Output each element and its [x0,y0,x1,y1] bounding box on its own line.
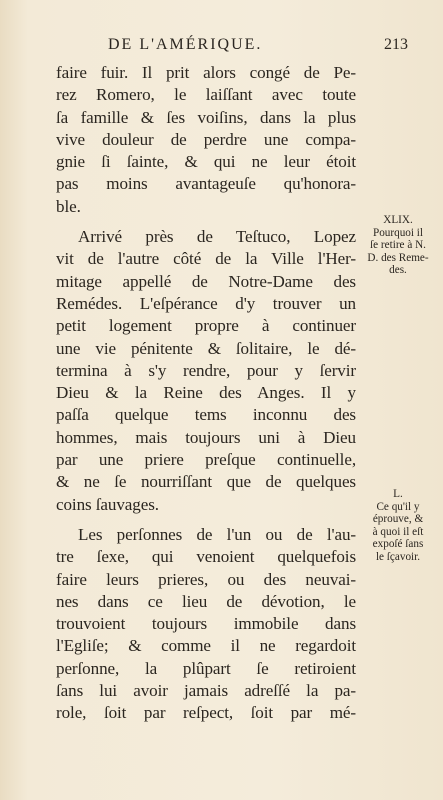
text-line: tre ſexe, qui venoient quelquefois [56,547,356,567]
margin-note-line: Pourquoi il [372,226,424,239]
text-line: role, ſoit par reſpect, ſoit par mé- [56,703,356,723]
margin-note-line: expoſé ſans [372,538,424,551]
margin-note-line: des. [389,264,407,277]
text-line: faire leurs prieres, ou des neuvai- [56,569,356,589]
text-line: Dieu & la Reine des Anges. Il y [56,383,356,403]
margin-note [358,214,438,277]
text-line: & ne ſe nourriſſant que de quelques [56,472,356,492]
margin-note-line: le ſçavoir. [375,550,421,563]
margin-note-line: XLIX. [383,214,413,226]
text-line: petit logement propre à continuer [56,316,356,336]
text-line: Remédes. L'eſpérance d'y trouver un [56,293,356,313]
text-line: perſonne, la plûpart ſe retiroient [56,658,356,678]
paragraph [56,226,356,516]
margin-note-line: éprouve, & [372,513,424,526]
text-line: par une priere preſque continuelle, [56,450,356,470]
margin-note-line: L. [393,488,403,500]
text-line: Arrivé près de Teſtuco, Lopez [78,227,356,247]
text-line: trouvoient toujours immobile dans [56,614,356,634]
text-line: hommes, mais toujours uni à Dieu [56,427,356,447]
text-line: ble. [56,196,81,216]
paragraph [56,62,356,218]
text-line: termina à s'y rendre, pour y ſervir [56,360,356,380]
margin-note [358,488,438,564]
margin-note-line: D. des Reme- [367,251,429,264]
text-line: vive douleur de perdre une compa- [56,129,356,149]
text-line: une vie pénitente & ſolitaire, le dé- [56,338,356,358]
running-head: DE L'AMÉRIQUE. [108,36,263,53]
text-line: ſa famille & ſes voiſins, dans la plus [56,107,356,127]
paragraph [56,524,356,725]
text-line: nes dans ce lieu de dévotion, le [56,591,356,611]
margin-note-line: ſe retire à N. [370,239,426,252]
body-text [56,62,356,725]
text-line: ſans lui avoir jamais adreſſé la pa- [56,681,356,701]
page-header [108,36,408,58]
text-line: Les perſonnes de l'un ou de l'au- [78,524,356,544]
text-line: gnie ſi ſainte, & qui ne leur étoit [56,152,356,172]
margin-note-line: Ce qu'il y [376,500,420,513]
text-line: l'Egliſe; & comme il ne regardoit [56,636,356,656]
text-line: faire fuir. Il prit alors congé de Pe- [56,63,356,82]
text-line: pas moins avantageuſe qu'honora- [56,174,356,194]
text-line: rez Romero, le laiſſant avec toute [56,85,356,105]
text-line: mitage appellé de Notre-Dame des [56,271,356,291]
text-line: paſſa quelque tems inconnu des [56,405,356,425]
text-line: vit de l'autre côté de la Ville l'Her- [56,249,356,269]
margin-note-line: à quoi il eſt [372,525,424,538]
text-line: coins ſauvages. [56,494,159,514]
page-number: 213 [384,36,408,53]
